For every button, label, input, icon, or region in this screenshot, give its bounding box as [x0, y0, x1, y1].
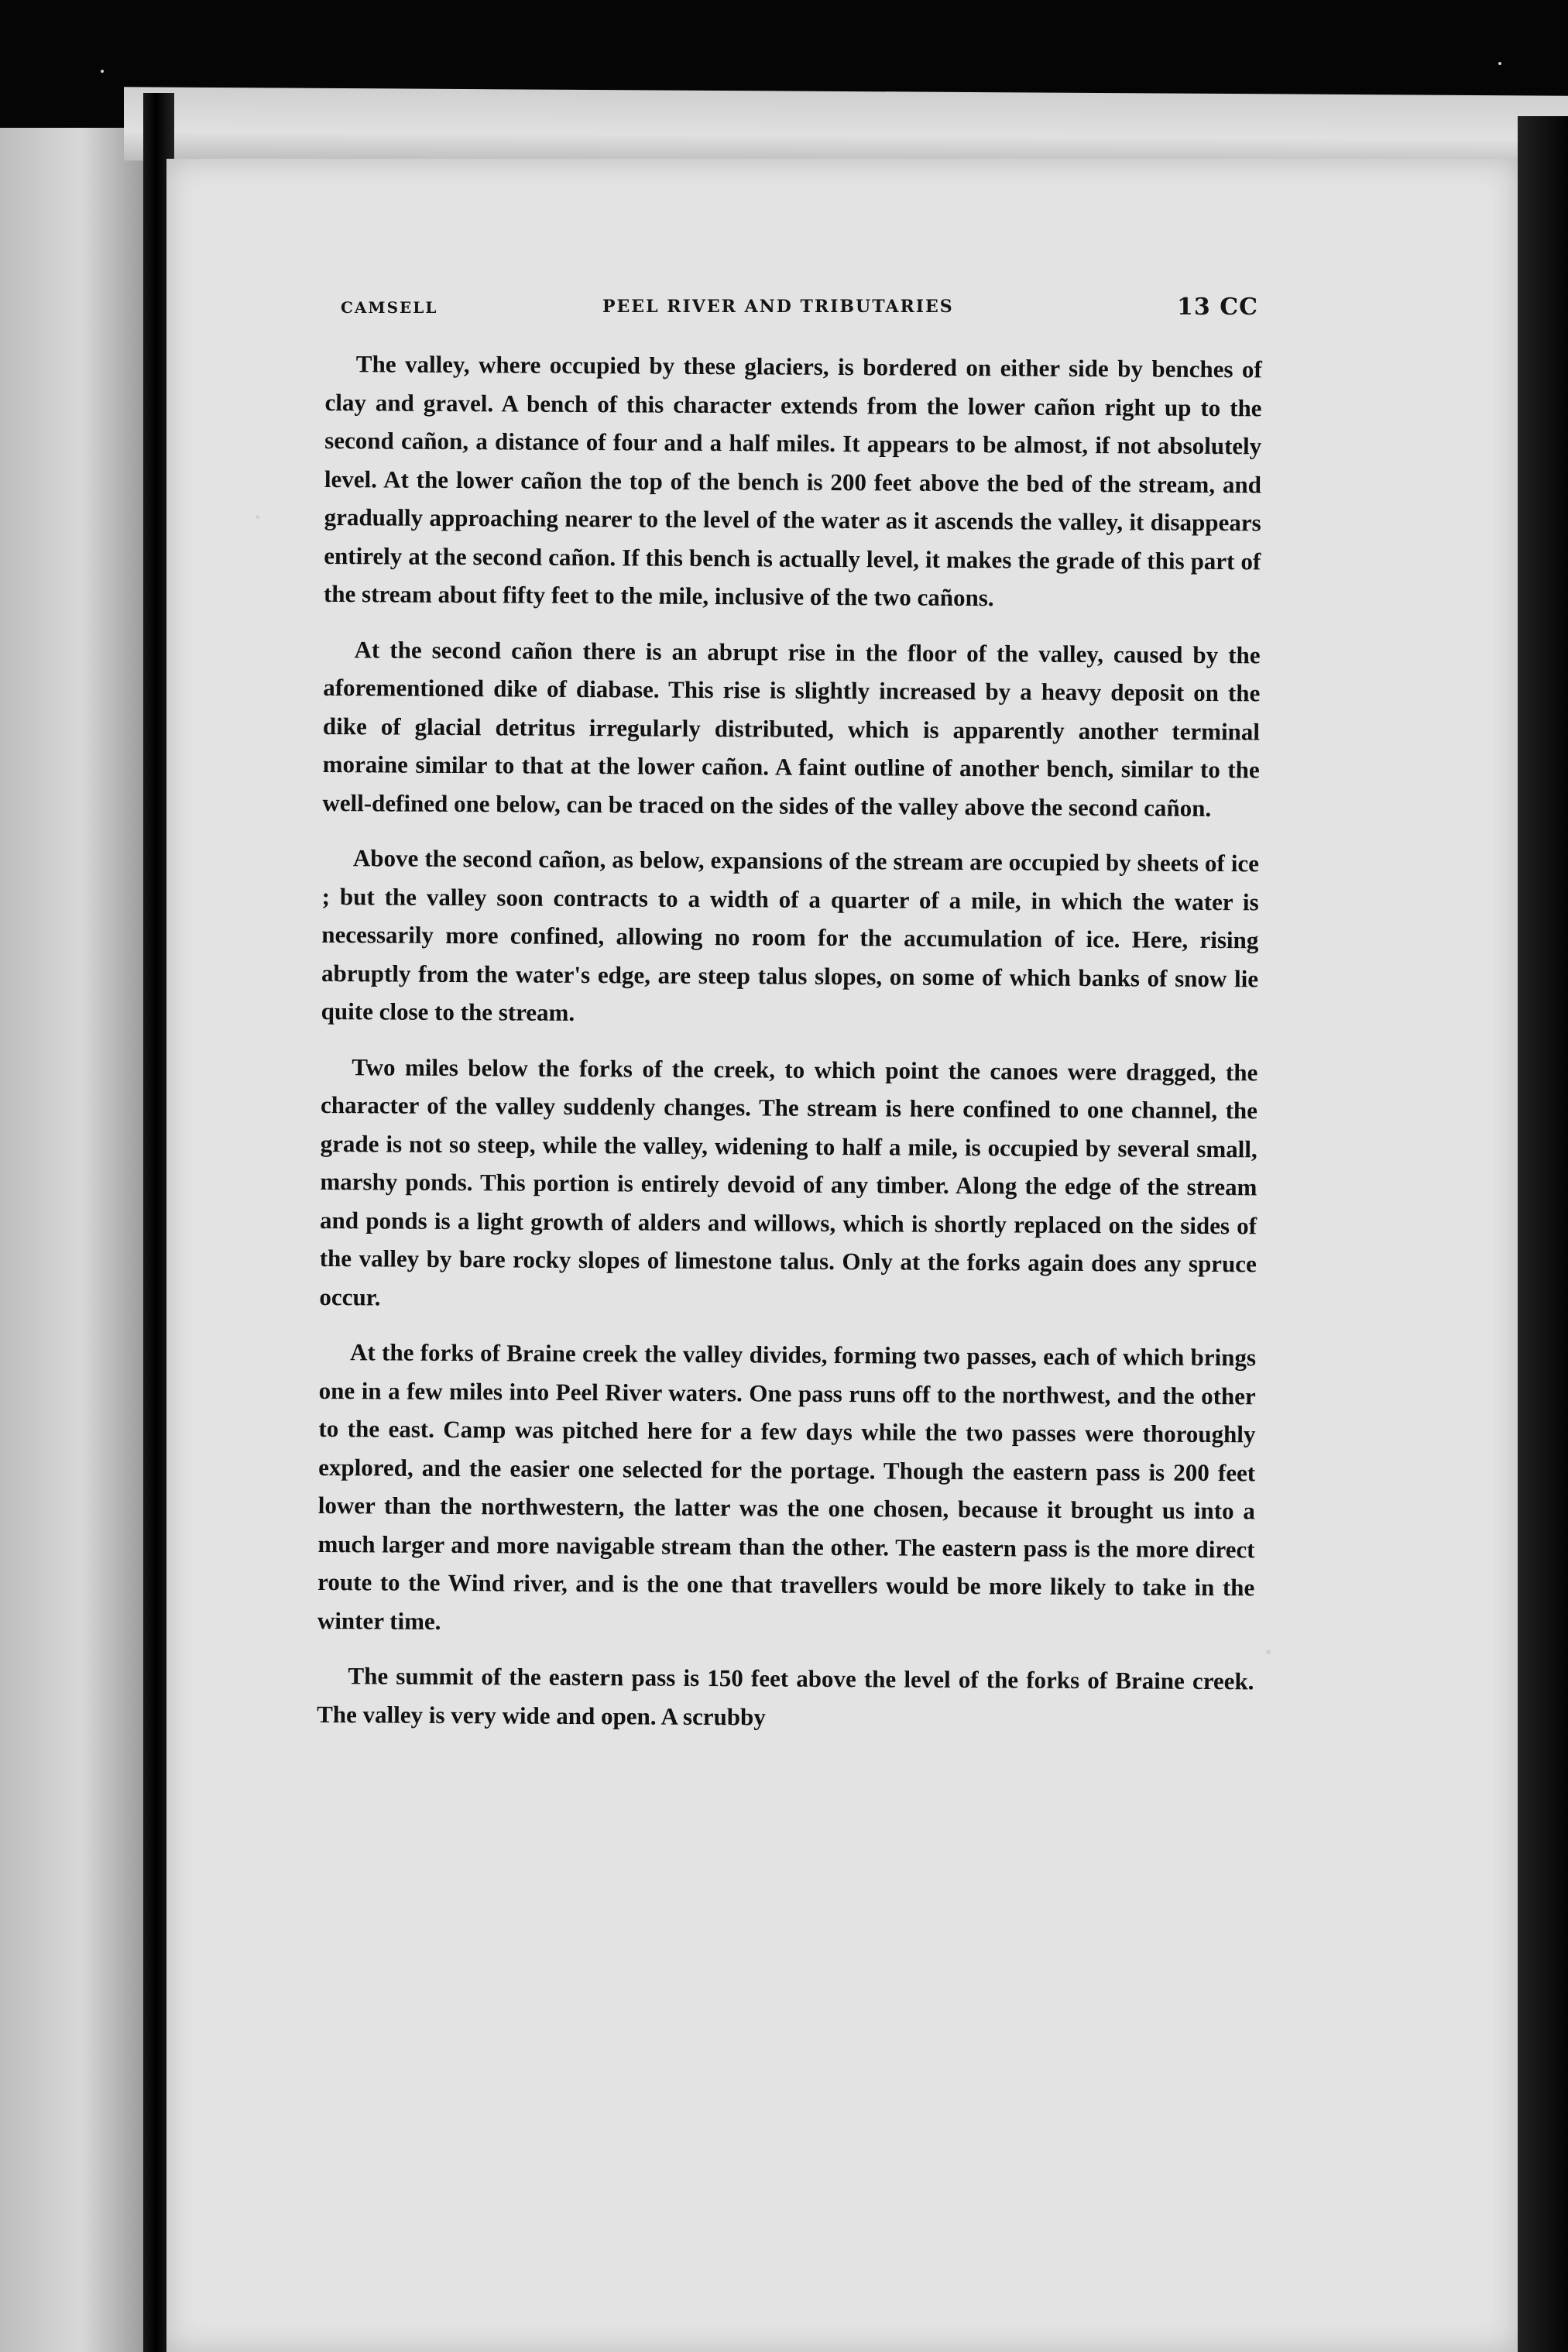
paragraph-2: At the second cañon there is an abrupt rise in the floor of the valley, caused by the aforementioned dike of diabase. This rise is slightly increased by a heavy deposit on the dike of glacial detritus irregularly distributed, which is apparently another terminal moraine similar to that at the lower cañon. A faint outline of another bench, similar to the well-defined one below, can be traced on the sides of the valley above the second cañon.	[322, 635, 1261, 822]
running-head-author: CAMSELL	[341, 298, 438, 317]
previous-page-edge	[0, 128, 147, 2352]
scan-speck	[101, 70, 104, 73]
paragraph-6: The summit of the eastern pass is 150 feet above the level of the forks of Braine creek. The valley is very wide and open. A scrubby	[317, 1662, 1254, 1731]
body-text	[317, 345, 1262, 1756]
page-number: 13 CC	[1177, 294, 1258, 321]
scan-speck	[1266, 1650, 1271, 1654]
page-stack-top-edge	[124, 87, 1568, 169]
paragraph-4: Two miles below the forks of the creek, to which point the canoes were dragged, the character of the valley suddenly changes. The stream is here confined to one channel, the grade is not so steep, while the valley, widening to half a mile, is occupied by several small, marshy ponds. This portion is entirely devoid of any timber. Along the edge of the stream and ponds is a light growth of alders and willows, which is shortly replaced on the sides of the valley by bare rocky slopes of limestone talus. Only at the forks again does any spruce occur.	[319, 1052, 1258, 1310]
running-head	[341, 294, 1270, 337]
scan-speck	[1498, 62, 1501, 65]
running-head-title: PEEL RIVER AND TRIBUTARIES	[602, 297, 954, 317]
paragraph-3: Above the second cañon, as below, expansions of the stream are occupied by sheets of ice ; but the valley soon contracts to a width of a quarter of a mile, in which the water is necessarily more confined, allowing no room for the accumulation of ice. Here, rising abruptly from the water's edge, are steep talus slopes, on some of which banks of snow lie quite close to the stream.	[321, 844, 1260, 1026]
paragraph-1: The valley, where occupied by these glaciers, is bordered on either side by benches of clay and gravel. A bench of this character extends from the lower cañon right up to the second cañon, a distance of four and a half miles. It appears to be almost, if not absolutely level. At the lower cañon the top of the bench is 200 feet above the bed of the stream, and gradually approaching nearer to the level of the water as it ascends the valley, it disappears entirely at the second cañon. If this bench is actually level, it makes the grade of this part of the stream about fifty feet to the mile, inclusive of the two cañons.	[323, 350, 1262, 612]
paragraph-5: At the forks of Braine creek the valley divides, forming two passes, each of which brings one in a few miles into Peel River waters. One pass runs off to the northwest, and the other to the east. Camp was pitched here for a few days while the two passes were thoroughly explored, and the easier one selected for the portage. Though the eastern pass is 200 feet lower than the northwestern, the latter was the one chosen, because it brought us into a much larger and more navigable stream than the other. The eastern pass is the more direct route to the Wind river, and is the one that travellers would be more likely to take in the winter time.	[317, 1338, 1257, 1635]
scan-speck	[256, 515, 259, 519]
right-background	[1518, 116, 1568, 2352]
